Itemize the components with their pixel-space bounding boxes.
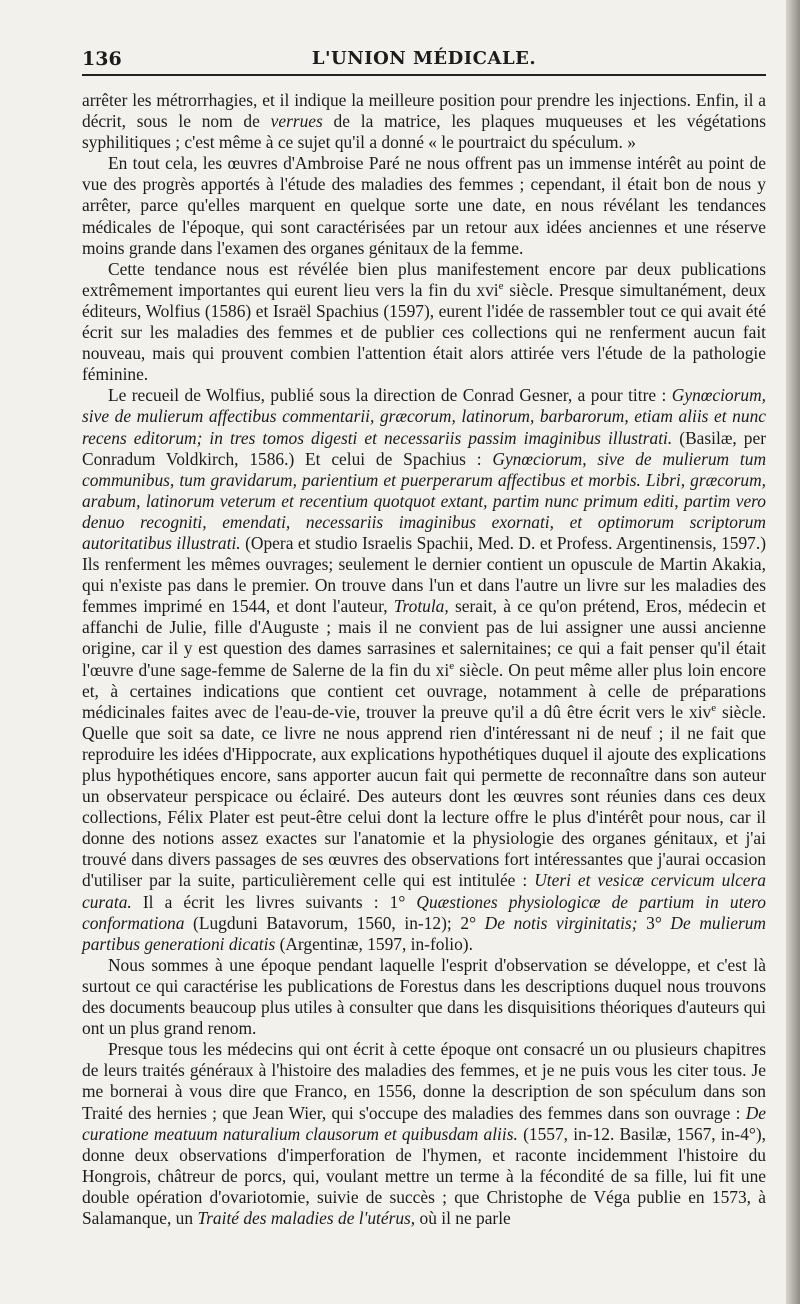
superscript: e (449, 659, 455, 672)
text-run: (Lugduni Batavorum, 1560, in-12); 2° (184, 912, 485, 933)
italic-text: Uteri et vesicæ cervicum ulcera curata. (82, 870, 766, 912)
italic-text: Quæstiones physiologicæ de partium in utero conformationa (82, 891, 766, 933)
text-run: siècle. On peut même aller plus loin encore et, à certaines indications que contient cet ouvrage, notamment à celle de préparations médicinales faites avec de l'eau-de-vie, trouver la preuve qu'il a dû être écrit vers le xiv (82, 659, 766, 722)
page-header (82, 46, 766, 76)
paragraph-p4 (82, 385, 766, 955)
text-run: Il a écrit les livres suivants : 1° (131, 891, 417, 912)
text-run: Nous sommes à une époque pendant laquelle l'esprit d'observation se développe, et c'est là surtout ce qui caractérise les publications de Forestus dans les descriptions duquel nous trouvons des documents beaucoup plus utiles à consulter que dans les disquisitions théoriques d'auteurs qui ont un plus grand renom. (82, 954, 766, 1039)
text-run: Le recueil de Wolfius, publié sous la direction de Conrad Gesner, a pour titre : (108, 385, 672, 406)
page-edge-shadow (786, 0, 800, 1304)
page-number: 136 (82, 48, 122, 70)
text-run: Cette tendance nous est révélée bien plus manifestement encore par deux publications extrêmement importantes qui eurent lieu vers la fin du xvi (82, 258, 766, 300)
italic-text: Gynœciorum, sive de mulierum affectibus commentarii, græcorum, latinorum, barbarorum, etiam aliis et nunc recens editorum; in tres tomos digesti et necessariis passim imaginibus illustrati. (82, 385, 766, 448)
running-title: L'UNION MÉDICALE. (311, 48, 537, 69)
superscript: e (498, 280, 504, 293)
text-run: arrêter les métrorrhagies, et il indique la meilleure position pour prendre les injections. Enfin, il a décrit, sous le nom de (82, 90, 766, 132)
text-run: siècle. Quelle que soit sa date, ce livre ne nous apprend rien d'intéressant ni de neuf ; il ne fait que reproduire les idées d'Hippocrate, aux explications hypothétiques duquel il ajoute des explications plus hypothétiques encore, sans apporter aucun fait qui permette de reconnaître dans son auteur un observateur perspicace ou éclairé. Des auteurs dont les œuvres sont réunies dans ces deux collections, Félix Plater est peut-être celui dont la lecture offre le plus d'intérêt pour nous, car il donne des notions assez exactes sur l'anatomie et la physiologie des organes génitaux, et j'ai trouvé dans divers passages de ses œuvres des observations fort intéressantes que j'aurai occasion d'utiliser par la suite, particulièrement celle qui est intitulée : (82, 701, 766, 891)
italic-text: De curatione meatuum naturalium clausorum et quibusdam aliis. (82, 1102, 766, 1144)
text-run: 3° (637, 912, 671, 933)
paragraph-p5 (82, 955, 766, 1039)
italic-text: Gynœciorum, sive de mulierum tum communibus, tum gravidarum, parientium et puerperarum affectibus et morbis. Libri, græcorum, arabum, latinorum veterum et recentium quotquot extant, partim nunc primum editi, partim vero denuo recogniti, emendati, necessariis imaginibus exornati, et optimorum scriptorum autoritatibus illustrati. (82, 448, 766, 553)
body-text (82, 90, 766, 1229)
paragraph-p3 (82, 259, 766, 386)
text-run: serait, à ce qu'on prétend, Eros, médecin et affanchi de Julie, fille d'Auguste ; mais il ne convient pas de lui assigner une aussi ancienne origine, car il y est question des dames sarrasines et salernitaines; ce qui a fait penser qu'il était l'œuvre d'une sage-femme de Salerne de la fin du xi (82, 596, 766, 680)
text-run: siècle. Presque simultanément, deux éditeurs, Wolfius (1586) et Israël Spachius (1597), eurent l'idée de rassembler tout ce qui avait été écrit sur les maladies des femmes et de publier ces collections qui ne renferment aucun fait nouveau, mais qui prouvent combien l'attention était alors attirée vers l'étude de la pathologie féminine. (82, 279, 766, 385)
text-run: (Opera et studio Israelis Spachii, Med. D. et Profess. Argentinensis, 1597.) Ils renferment les mêmes ouvrages; seulement le dernier contient un opuscule de Martin Akakia, qui n'existe pas dans le premier. On trouve dans l'un et dans l'autre un livre sur les maladies des femmes imprimé en 1544, et dont l'auteur, (82, 532, 766, 617)
text-run: (1557, in-12. Basilæ, 1567, in-4°), donne deux observations d'imperforation de l'hymen, et raconte incidemment l'histoire du Hongrois, châtreur de porcs, qui, voulant mettre un terme à la fécondité de sa fille, lui fit une double opération d'ovariotomie, suivie de succès ; que Christophe de Véga publie en 1573, à Salamanque, un (82, 1123, 766, 1228)
text-run: (Basilæ, per Conradum Voldkirch, 1586.) Et celui de Spachius : (82, 427, 767, 469)
paragraph-p2 (82, 153, 766, 258)
paragraph-p6 (82, 1039, 766, 1229)
text-run: (Argentinæ, 1597, in-folio). (275, 933, 473, 954)
italic-text: De mulierum partibus generationi dicatis (82, 912, 766, 954)
paragraph-p1 (82, 90, 766, 153)
italic-text: De notis virginitatis; (484, 912, 638, 933)
text-run: où il ne parle (415, 1207, 511, 1228)
italic-text: verrues (270, 111, 323, 132)
text-run: En tout cela, les œuvres d'Ambroise Paré ne nous offrent pas un immense intérêt au point de vue des progrès apportés à l'étude des maladies des femmes ; cependant, il était bon de nous y arrêter, parce qu'elles marquent en quelque sorte une date, en nous révélant les tendances médicales de l'époque, qui sont caractérisées par un retour aux idées anciennes et une réserve moins grande dans l'examen des organes génitaux de la femme. (82, 153, 766, 258)
text-run: de la matrice, les plaques muqueuses et les végétations syphilitiques ; c'est même à ce sujet qu'il a donné « le pourtraict du spéculum. » (82, 111, 766, 153)
italic-text: Traité des maladies de l'utérus, (197, 1207, 416, 1228)
italic-text: Trotula, (393, 596, 449, 617)
superscript: e (711, 701, 717, 714)
text-run: Presque tous les médecins qui ont écrit à cette époque ont consacré un ou plusieurs chapitres de leurs traités généraux à l'histoire des maladies des femmes, et je ne puis vous les citer tous. Je me bornerai à vous dire que Franco, en 1556, donne la description de son spéculum dans son Traité des hernies ; que Jean Wier, qui s'occupe des maladies des femmes dans son ouvrage : (82, 1039, 766, 1123)
